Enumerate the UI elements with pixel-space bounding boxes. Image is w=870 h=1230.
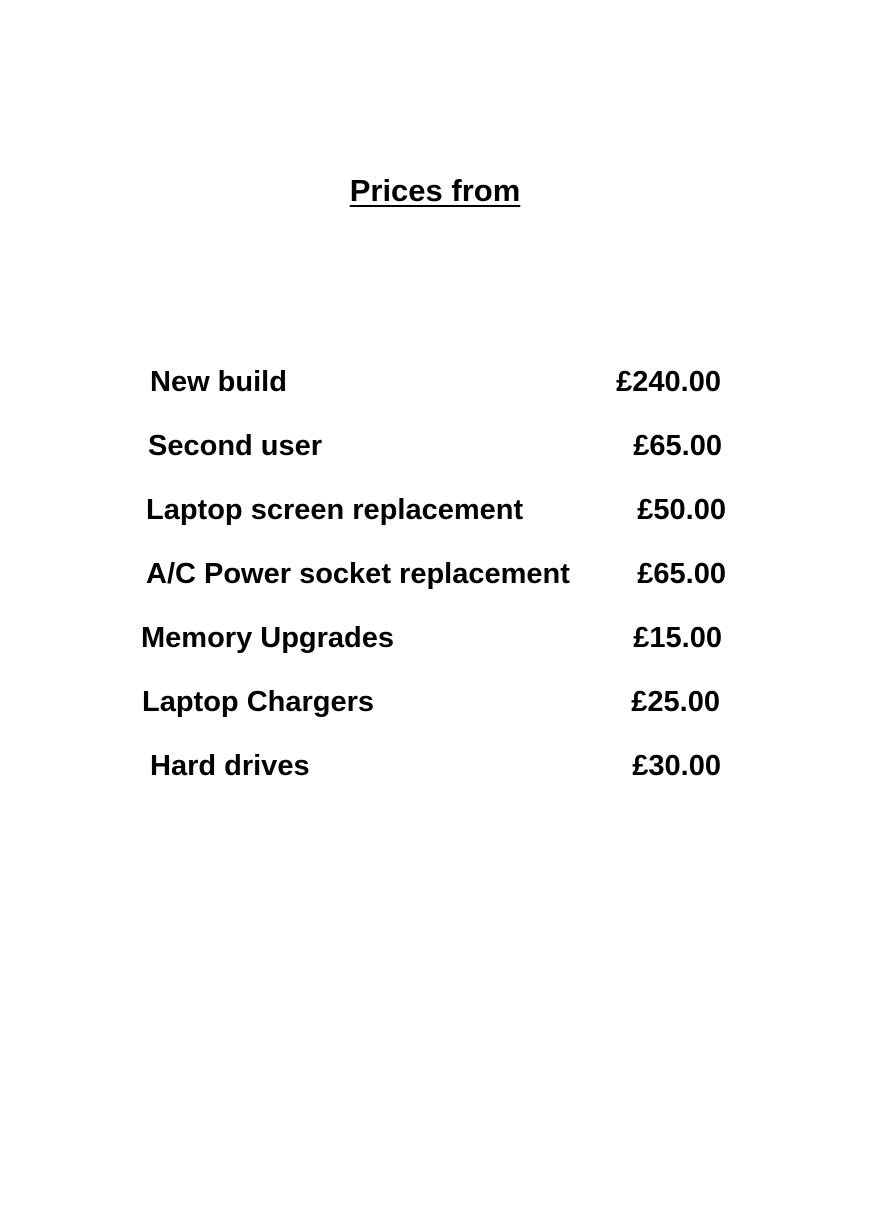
price-item-label-laptop-chargers: Laptop Chargers <box>142 686 375 718</box>
page-title-text: Prices from <box>349 173 521 208</box>
price-item-label-second-user: Second user <box>148 430 323 462</box>
price-item-label-power-socket: A/C Power socket replacement <box>146 558 570 590</box>
price-item-label-memory-upgrades: Memory Upgrades <box>141 622 395 654</box>
price-item-value-hard-drives: £30.00 <box>632 750 721 782</box>
price-item-value-second-user: £65.00 <box>633 430 722 462</box>
price-item-label-laptop-screen: Laptop screen replacement <box>146 494 524 526</box>
price-item-value-memory-upgrades: £15.00 <box>633 622 722 654</box>
price-item-value-power-socket: £65.00 <box>637 558 726 590</box>
price-item-value-new-build: £240.00 <box>616 366 721 398</box>
page-title <box>0 172 870 210</box>
price-item-label-new-build: New build <box>150 366 287 398</box>
price-item-value-laptop-screen: £50.00 <box>637 494 726 526</box>
price-item-label-hard-drives: Hard drives <box>150 750 310 782</box>
price-item-value-laptop-chargers: £25.00 <box>631 686 720 718</box>
